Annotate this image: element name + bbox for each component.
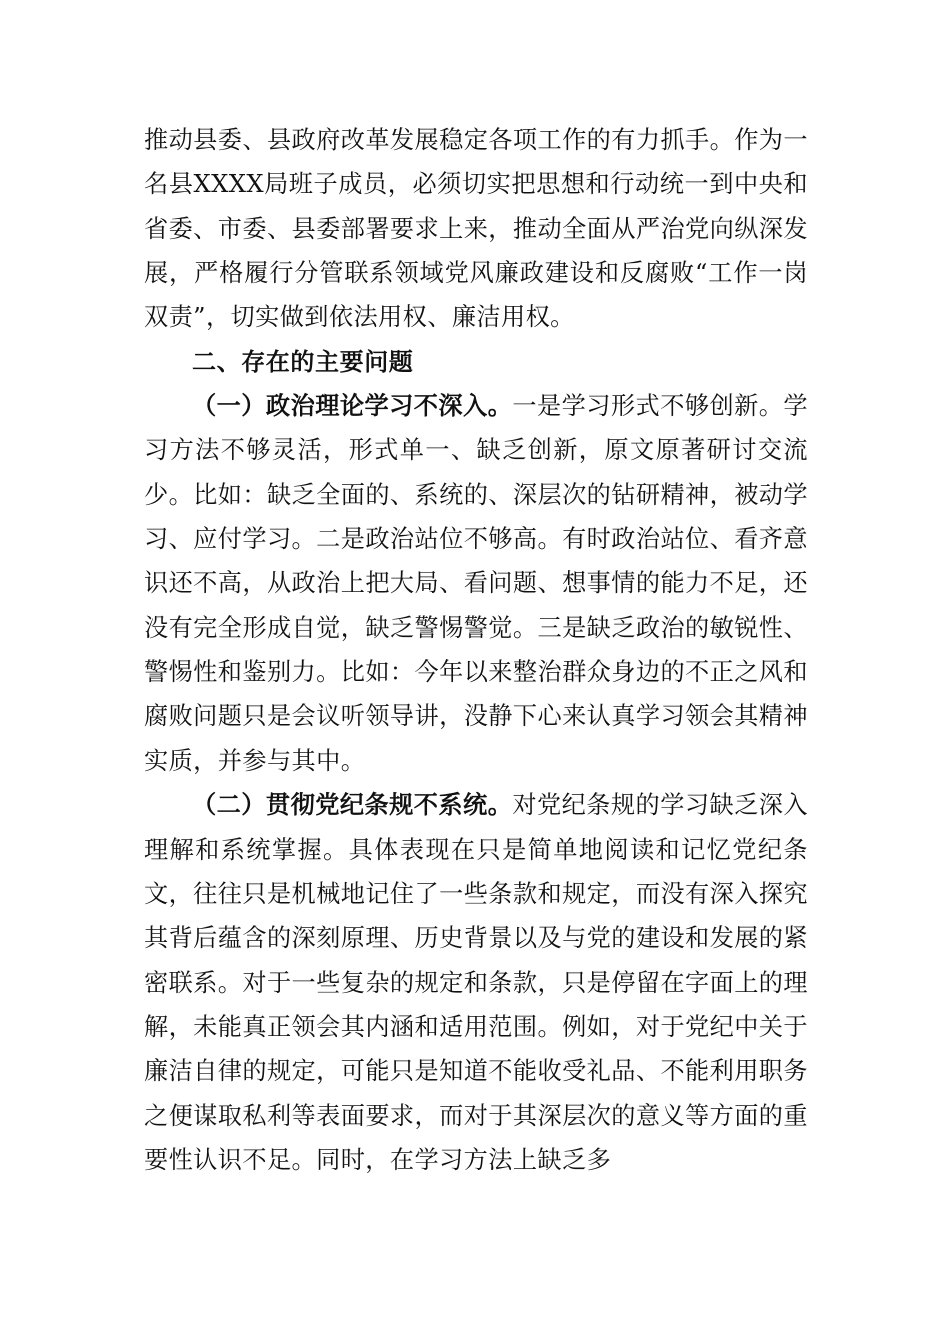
problem-2-title: （二）贯彻党纪条规不系统。 (192, 790, 513, 820)
document-body (144, 118, 808, 1182)
paragraph-intro-continuation: 推动县委、县政府改革发展稳定各项工作的有力抓手。作为一名县XXXX局班子成员，必须切实把思想和行动统一到中央和省委、市委、县委部署要求上来，推动全面从严治党向纵深发展，严格履行分管联系领域党风廉政建设和反腐败“工作一岗双责”，切实做到依法用权、廉洁用权。 (144, 126, 808, 332)
problem-2-body: 对党纪条规的学习缺乏深入理解和系统掌握。具体表现在只是简单地阅读和记忆党纪条文，往往只是机械地记住了一些条款和规定，而没有深入探究其背后蕴含的深刻原理、历史背景以及与党的建设和发展的紧密联系。对于一些复杂的规定和条款，只是停留在字面上的理解，未能真正领会其内涵和适用范围。例如，对于党纪中关于廉洁自律的规定，可能只是知道不能收受礼品、不能利用职务之便谋取私利等表面要求，而对于其深层次的意义等方面的重要性认识不足。同时，在学习方法上缺乏多 (144, 791, 808, 1174)
section-heading-main-problems: 二、存在的主要问题 (192, 347, 414, 376)
paragraph-problem-2 (144, 783, 808, 1182)
problem-1-body: 一是学习形式不够创新。学习方法不够灵活，形式单一、缺乏创新，原文原著研讨交流少。比如：缺乏全面的、系统的、深层次的钻研精神，被动学习、应付学习。二是政治站位不够高。有时政治站位、看齐意识还不高，从政治上把大局、看问题、想事情的能力不足，还没有完全形成自觉，缺乏警惕警觉。三是缺乏政治的敏锐性、警惕性和鉴别力。比如：今年以来整治群众身边的不正之风和腐败问题只是会议听领导讲，没静下心来认真学习领会其精神实质，并参与其中。 (144, 392, 808, 775)
problem-1-title: （一）政治理论学习不深入。 (192, 391, 513, 421)
paragraph-problem-1 (144, 384, 808, 783)
